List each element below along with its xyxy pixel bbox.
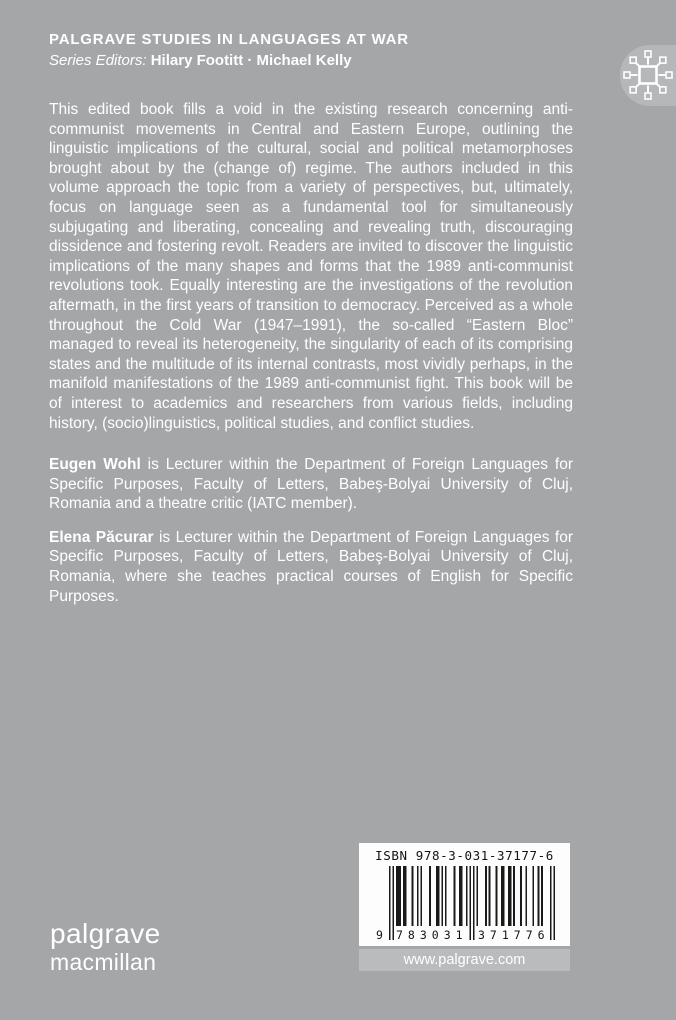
publisher-website: www.palgrave.com xyxy=(403,952,526,968)
series-editors-label: Series Editors: xyxy=(49,52,147,69)
book-description: This edited book fills a void in the existing research concerning anti-communist movements in Central and Eastern Europe, outlining the linguistic implications of the cultural, social and political metamorphoses brought about by the (change of) regime. The authors included in this volume approach the topic from a variety of perspectives, but, ultimately, focus on language seen as a fundamental tool for simultaneously subjugating and liberating, concealing and revealing truth, discouraging dissidence and fostering revolt. Readers are invited to discover the linguistic implications of the many shapes and forms that the 1989 anti-communist revolutions took. Equally interesting are the investigations of the revolution aftermath, in the first years of transition to democracy. Perceived as a whole throughout the Cold War (1947–1991), the so-called “Eastern Bloc” managed to reveal its heterogeneity, the singularity of each of its comprising states and the multitude of its internal contrasts, most vividly perhaps, in the manifold manifestations of the 1989 anti-communist fight. This book will be of interest to academics and researchers from various fields, including history, (socio)linguistics, political studies, and conflict studies. xyxy=(49,101,573,432)
publisher-website-bar xyxy=(359,949,570,971)
series-badge xyxy=(620,45,676,106)
logo-macmillan: macmillan xyxy=(50,949,157,975)
logo-palgrave: palgrave xyxy=(50,918,161,949)
author-name: Elena Păcurar xyxy=(49,528,154,546)
ean13-barcode xyxy=(376,866,555,942)
palgrave-macmillan-logo xyxy=(50,920,161,974)
author-bio-text: is Lecturer within the Department of Foreign Languages for Specific Purposes, Faculty of Letters, Babeş-Bolyai University of Cluj, Romania and a theatre critic (IATC member). xyxy=(49,456,573,513)
barcode-digit-lead: 9 xyxy=(376,928,383,942)
author-bio-eugen-wohl xyxy=(49,455,573,514)
cover-text-column xyxy=(49,30,573,606)
author-bio-text: is Lecturer within the Department of Foreign Languages for Specific Purposes, Faculty of Letters, Babeş-Bolyai University of Cluj, Romania, where she teaches practical courses of English for Specific Purposes. xyxy=(49,528,573,605)
isbn-label: ISBN 978-3-031-37177-6 xyxy=(375,848,554,863)
author-bio-elena-pacurar xyxy=(49,528,573,606)
author-name: Eugen Wohl xyxy=(49,456,141,474)
series-title: PALGRAVE STUDIES IN LANGUAGES AT WAR xyxy=(49,31,409,48)
series-editors-line xyxy=(49,51,573,71)
isbn-barcode-box xyxy=(359,843,570,946)
series-editors-names: Hilary Footitt · Michael Kelly xyxy=(150,52,352,69)
barcode-digit-group1: 783031 xyxy=(396,928,468,942)
barcode-digit-group2: 371776 xyxy=(478,928,550,942)
